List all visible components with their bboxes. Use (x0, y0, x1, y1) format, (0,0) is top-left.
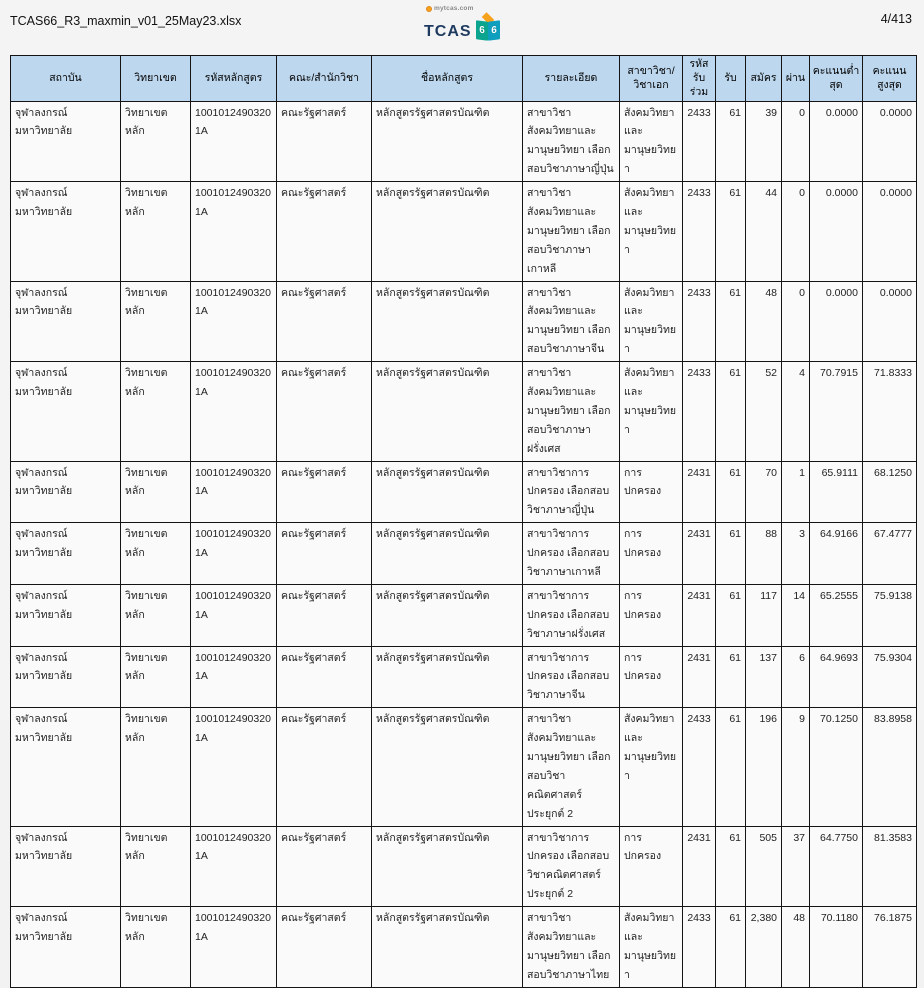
column-header-institution: สถาบัน (11, 56, 121, 102)
cell-applied: 117 (746, 584, 782, 646)
cell-campus: วิทยาเขตหลัก (121, 826, 191, 907)
cell-max_score: 67.4777 (863, 523, 917, 585)
cell-program_name: หลักสูตรรัฐศาสตรบัณฑิต (372, 826, 523, 907)
cell-major: สังคมวิทยาและมานุษยวิทยา (620, 708, 683, 826)
cell-program_code: 10010124903201A (191, 101, 277, 182)
cell-min_score: 0.0000 (810, 101, 863, 182)
cell-joint_code: 2431 (683, 584, 716, 646)
cell-passed: 48 (782, 907, 810, 988)
cell-joint_code: 2433 (683, 907, 716, 988)
cell-passed: 37 (782, 826, 810, 907)
cell-applied: 44 (746, 182, 782, 281)
cell-major: การปกครอง (620, 461, 683, 523)
logo-site-text: mytcas.com (434, 5, 474, 12)
cell-major: การปกครอง (620, 523, 683, 585)
cell-min_score: 65.9111 (810, 461, 863, 523)
cell-institution: จุฬาลงกรณ์มหาวิทยาลัย (11, 907, 121, 988)
cell-faculty: คณะรัฐศาสตร์ (277, 101, 372, 182)
admissions-table (10, 55, 917, 988)
cell-faculty: คณะรัฐศาสตร์ (277, 907, 372, 988)
cell-program_code: 10010124903201A (191, 584, 277, 646)
cell-passed: 4 (782, 362, 810, 461)
cell-max_score: 0.0000 (863, 182, 917, 281)
cell-program_code: 10010124903201A (191, 907, 277, 988)
column-header-program_name: ชื่อหลักสูตร (372, 56, 523, 102)
cell-program_code: 10010124903201A (191, 182, 277, 281)
column-header-max_score: คะแนนสูงสุด (863, 56, 917, 102)
cell-quota: 61 (716, 646, 746, 708)
cell-applied: 505 (746, 826, 782, 907)
cell-faculty: คณะรัฐศาสตร์ (277, 182, 372, 281)
cell-max_score: 76.1875 (863, 907, 917, 988)
cell-min_score: 65.2555 (810, 584, 863, 646)
cell-campus: วิทยาเขตหลัก (121, 907, 191, 988)
cell-applied: 88 (746, 523, 782, 585)
cell-quota: 61 (716, 523, 746, 585)
cell-program_name: หลักสูตรรัฐศาสตรบัณฑิต (372, 584, 523, 646)
table-body (11, 101, 917, 987)
cell-campus: วิทยาเขตหลัก (121, 708, 191, 826)
cell-applied: 137 (746, 646, 782, 708)
cell-max_score: 0.0000 (863, 101, 917, 182)
cell-quota: 61 (716, 826, 746, 907)
cell-applied: 196 (746, 708, 782, 826)
cell-program_name: หลักสูตรรัฐศาสตรบัณฑิต (372, 907, 523, 988)
table-row (11, 523, 917, 585)
column-header-faculty: คณะ/สำนักวิชา (277, 56, 372, 102)
cell-min_score: 70.1180 (810, 907, 863, 988)
cell-campus: วิทยาเขตหลัก (121, 281, 191, 362)
cell-major: การปกครอง (620, 826, 683, 907)
cell-faculty: คณะรัฐศาสตร์ (277, 584, 372, 646)
logo-brand-row (424, 13, 501, 40)
cell-major: สังคมวิทยาและมานุษยวิทยา (620, 101, 683, 182)
cell-program_code: 10010124903201A (191, 362, 277, 461)
cell-min_score: 64.9693 (810, 646, 863, 708)
table-row (11, 646, 917, 708)
cell-joint_code: 2433 (683, 281, 716, 362)
cell-faculty: คณะรัฐศาสตร์ (277, 826, 372, 907)
table-row (11, 281, 917, 362)
cell-quota: 61 (716, 907, 746, 988)
cell-passed: 0 (782, 101, 810, 182)
cell-min_score: 64.7750 (810, 826, 863, 907)
cell-program_code: 10010124903201A (191, 708, 277, 826)
cell-campus: วิทยาเขตหลัก (121, 461, 191, 523)
cell-program_code: 10010124903201A (191, 646, 277, 708)
cell-faculty: คณะรัฐศาสตร์ (277, 281, 372, 362)
cell-program_code: 10010124903201A (191, 826, 277, 907)
cell-institution: จุฬาลงกรณ์มหาวิทยาลัย (11, 182, 121, 281)
column-header-program_code: รหัสหลักสูตร (191, 56, 277, 102)
cell-institution: จุฬาลงกรณ์มหาวิทยาลัย (11, 362, 121, 461)
cell-program_code: 10010124903201A (191, 461, 277, 523)
column-header-joint_code: รหัสรับร่วม (683, 56, 716, 102)
cell-major: สังคมวิทยาและมานุษยวิทยา (620, 182, 683, 281)
cell-program_name: หลักสูตรรัฐศาสตรบัณฑิต (372, 101, 523, 182)
cell-campus: วิทยาเขตหลัก (121, 101, 191, 182)
cell-details: สาขาวิชาการปกครอง เลือกสอบวิชาภาษาเกาหลี (523, 523, 620, 585)
cell-quota: 61 (716, 182, 746, 281)
cell-min_score: 70.7915 (810, 362, 863, 461)
cell-institution: จุฬาลงกรณ์มหาวิทยาลัย (11, 646, 121, 708)
table-row (11, 708, 917, 826)
cell-max_score: 83.8958 (863, 708, 917, 826)
cell-institution: จุฬาลงกรณ์มหาวิทยาลัย (11, 523, 121, 585)
cell-faculty: คณะรัฐศาสตร์ (277, 523, 372, 585)
table-header-row (11, 56, 917, 102)
cell-max_score: 71.8333 (863, 362, 917, 461)
column-header-quota: รับ (716, 56, 746, 102)
cell-institution: จุฬาลงกรณ์มหาวิทยาลัย (11, 461, 121, 523)
cell-details: สาขาวิชาการปกครอง เลือกสอบวิชาภาษาญี่ปุ่น (523, 461, 620, 523)
cell-details: สาขาวิชาสังคมวิทยาและมานุษยวิทยา เลือกสอบวิชาคณิตศาสตร์ประยุกต์ 2 (523, 708, 620, 826)
cell-institution: จุฬาลงกรณ์มหาวิทยาลัย (11, 281, 121, 362)
cell-major: สังคมวิทยาและมานุษยวิทยา (620, 362, 683, 461)
cell-major: สังคมวิทยาและมานุษยวิทยา (620, 281, 683, 362)
cell-joint_code: 2433 (683, 101, 716, 182)
cell-joint_code: 2431 (683, 523, 716, 585)
cell-min_score: 70.1250 (810, 708, 863, 826)
column-header-min_score: คะแนนต่ำสุด (810, 56, 863, 102)
cell-major: การปกครอง (620, 646, 683, 708)
cell-details: สาขาวิชาสังคมวิทยาและมานุษยวิทยา เลือกสอบวิชาภาษาไทย (523, 907, 620, 988)
cell-details: สาขาวิชาสังคมวิทยาและมานุษยวิทยา เลือกสอบวิชาภาษาเกาหลี (523, 182, 620, 281)
column-header-major: สาขาวิชา/วิชาเอก (620, 56, 683, 102)
cell-passed: 6 (782, 646, 810, 708)
cell-major: สังคมวิทยาและมานุษยวิทยา (620, 907, 683, 988)
cell-details: สาขาวิชาการปกครอง เลือกสอบวิชาภาษาฝรั่งเศส (523, 584, 620, 646)
tcas66-cube-icon (475, 13, 501, 40)
cell-applied: 39 (746, 101, 782, 182)
column-header-applied: สมัคร (746, 56, 782, 102)
cell-joint_code: 2431 (683, 646, 716, 708)
cell-institution: จุฬาลงกรณ์มหาวิทยาลัย (11, 584, 121, 646)
cell-joint_code: 2433 (683, 182, 716, 281)
cell-campus: วิทยาเขตหลัก (121, 362, 191, 461)
cell-campus: วิทยาเขตหลัก (121, 646, 191, 708)
cell-joint_code: 2433 (683, 708, 716, 826)
cell-details: สาขาวิชาสังคมวิทยาและมานุษยวิทยา เลือกสอบวิชาภาษาญี่ปุ่น (523, 101, 620, 182)
cell-passed: 0 (782, 281, 810, 362)
cell-max_score: 0.0000 (863, 281, 917, 362)
cell-faculty: คณะรัฐศาสตร์ (277, 461, 372, 523)
cell-max_score: 75.9304 (863, 646, 917, 708)
cell-min_score: 0.0000 (810, 281, 863, 362)
cell-program_name: หลักสูตรรัฐศาสตรบัณฑิต (372, 646, 523, 708)
page-indicator: 4/413 (880, 12, 912, 26)
cell-program_code: 10010124903201A (191, 523, 277, 585)
cube-right-face: 6 (488, 20, 500, 40)
document-filename: TCAS66_R3_maxmin_v01_25May23.xlsx (10, 14, 242, 28)
cell-quota: 61 (716, 101, 746, 182)
cell-quota: 61 (716, 362, 746, 461)
cell-quota: 61 (716, 281, 746, 362)
cell-institution: จุฬาลงกรณ์มหาวิทยาลัย (11, 708, 121, 826)
cell-institution: จุฬาลงกรณ์มหาวิทยาลัย (11, 101, 121, 182)
cell-joint_code: 2433 (683, 362, 716, 461)
cube-left-face: 6 (476, 20, 488, 40)
cell-program_name: หลักสูตรรัฐศาสตรบัณฑิต (372, 362, 523, 461)
table-row (11, 362, 917, 461)
cell-faculty: คณะรัฐศาสตร์ (277, 646, 372, 708)
cell-passed: 3 (782, 523, 810, 585)
logo-site-row (426, 5, 474, 12)
cell-program_name: หลักสูตรรัฐศาสตรบัณฑิต (372, 182, 523, 281)
cell-applied: 52 (746, 362, 782, 461)
cell-max_score: 75.9138 (863, 584, 917, 646)
cell-details: สาขาวิชาสังคมวิทยาและมานุษยวิทยา เลือกสอบวิชาภาษาฝรั่งเศส (523, 362, 620, 461)
cell-details: สาขาวิชาการปกครอง เลือกสอบวิชาภาษาจีน (523, 646, 620, 708)
mytcas-target-icon (426, 6, 432, 12)
cell-applied: 48 (746, 281, 782, 362)
table-row (11, 182, 917, 281)
cell-quota: 61 (716, 708, 746, 826)
cell-program_code: 10010124903201A (191, 281, 277, 362)
cell-quota: 61 (716, 584, 746, 646)
top-bar (0, 0, 924, 50)
cell-program_name: หลักสูตรรัฐศาสตรบัณฑิต (372, 461, 523, 523)
cell-program_name: หลักสูตรรัฐศาสตรบัณฑิต (372, 523, 523, 585)
table-row (11, 584, 917, 646)
cell-min_score: 0.0000 (810, 182, 863, 281)
cell-max_score: 68.1250 (863, 461, 917, 523)
column-header-campus: วิทยาเขต (121, 56, 191, 102)
tcas-logo (424, 5, 500, 40)
cell-applied: 2,380 (746, 907, 782, 988)
cell-applied: 70 (746, 461, 782, 523)
cell-passed: 1 (782, 461, 810, 523)
cell-passed: 0 (782, 182, 810, 281)
cell-institution: จุฬาลงกรณ์มหาวิทยาลัย (11, 826, 121, 907)
cell-max_score: 81.3583 (863, 826, 917, 907)
cell-joint_code: 2431 (683, 461, 716, 523)
table-row (11, 907, 917, 988)
cell-major: การปกครอง (620, 584, 683, 646)
cell-details: สาขาวิชาการปกครอง เลือกสอบวิชาคณิตศาสตร์ประยุกต์ 2 (523, 826, 620, 907)
logo-brand-text: TCAS (424, 23, 472, 40)
column-header-details: รายละเอียด (523, 56, 620, 102)
cell-details: สาขาวิชาสังคมวิทยาและมานุษยวิทยา เลือกสอบวิชาภาษาจีน (523, 281, 620, 362)
column-header-passed: ผ่าน (782, 56, 810, 102)
cell-program_name: หลักสูตรรัฐศาสตรบัณฑิต (372, 281, 523, 362)
table-row (11, 101, 917, 182)
cell-quota: 61 (716, 461, 746, 523)
cell-passed: 9 (782, 708, 810, 826)
cell-campus: วิทยาเขตหลัก (121, 523, 191, 585)
cell-campus: วิทยาเขตหลัก (121, 584, 191, 646)
cell-campus: วิทยาเขตหลัก (121, 182, 191, 281)
cell-program_name: หลักสูตรรัฐศาสตรบัณฑิต (372, 708, 523, 826)
cell-faculty: คณะรัฐศาสตร์ (277, 362, 372, 461)
cell-faculty: คณะรัฐศาสตร์ (277, 708, 372, 826)
table-row (11, 461, 917, 523)
cell-min_score: 64.9166 (810, 523, 863, 585)
table-header (11, 56, 917, 102)
cell-joint_code: 2431 (683, 826, 716, 907)
cell-passed: 14 (782, 584, 810, 646)
table-row (11, 826, 917, 907)
